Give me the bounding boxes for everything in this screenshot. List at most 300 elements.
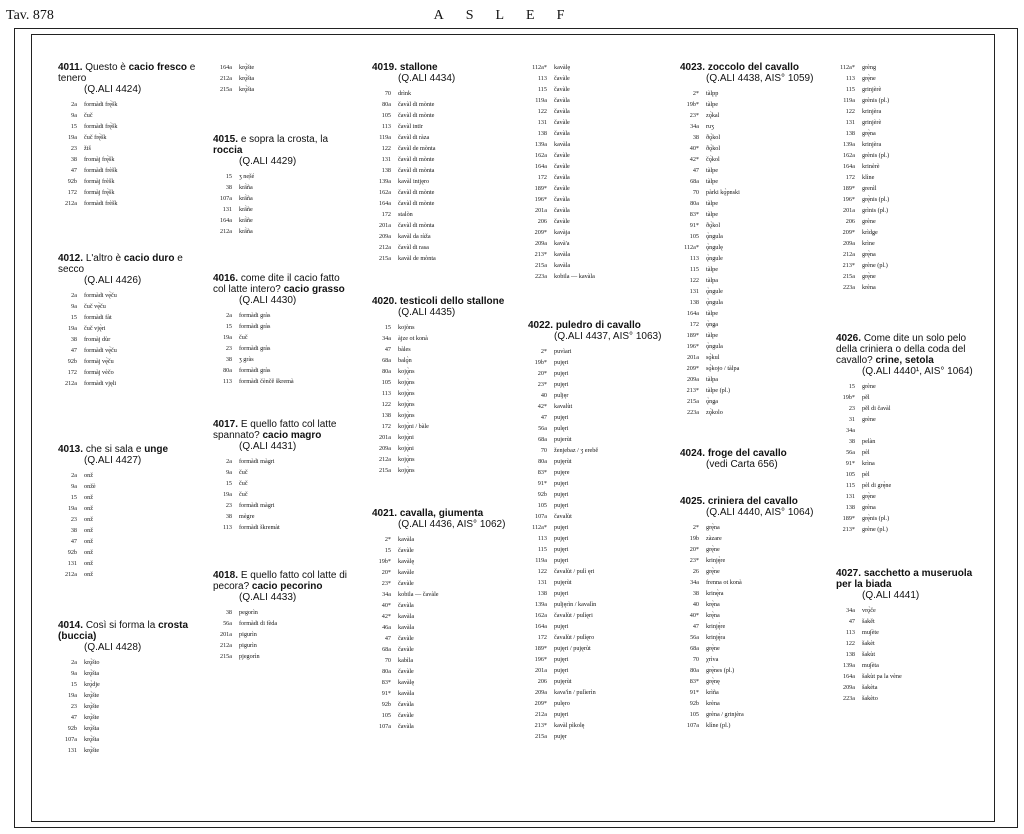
locality-code: 9a: [71, 483, 77, 490]
locality-code: 196*: [842, 196, 855, 203]
locality-code: 212a: [219, 228, 232, 235]
locality-code: 47: [692, 167, 699, 174]
dialect-form: čavàla: [554, 130, 570, 137]
dialect-row: [836, 480, 976, 491]
dialect-row: [836, 161, 976, 172]
locality-code: 131: [67, 560, 77, 567]
locality-code: 47: [70, 347, 77, 354]
locality-code: 56a: [690, 634, 699, 641]
locality-code: 47: [70, 538, 77, 545]
dialect-form: formàdi frèšk: [84, 200, 118, 207]
locality-code: 212a: [219, 75, 232, 82]
dialect-form: kojǫ̀ns: [398, 412, 415, 419]
locality-code: 212a: [378, 456, 391, 463]
locality-code: 215a: [219, 653, 232, 660]
dialect-row: [372, 688, 512, 699]
dialect-form: kojǫ̀ns: [398, 379, 415, 386]
locality-code: 162a: [534, 612, 547, 619]
entry-number: 4019.: [372, 62, 400, 73]
dialect-row: [836, 392, 976, 403]
dialect-row: [58, 290, 198, 301]
entry-reference: (Q.ALI 4428): [84, 642, 142, 653]
locality-code: 138: [537, 130, 547, 137]
entry-number: 4021.: [372, 508, 400, 519]
locality-code: 113: [381, 390, 391, 397]
entry-title: [372, 62, 512, 84]
locality-code: 139a: [378, 178, 391, 185]
dialect-row: [372, 589, 512, 600]
dialect-row: [528, 478, 668, 489]
dialect-form: krìdǥe: [862, 229, 878, 236]
dialect-form: drìnk: [398, 90, 412, 97]
dialect-form: grenìl: [862, 185, 877, 192]
entry-question: Così si forma la: [85, 620, 159, 631]
dialect-row: [372, 710, 512, 721]
locality-code: 40: [692, 601, 699, 608]
dialect-row: [528, 390, 668, 401]
locality-code: 213*: [842, 526, 855, 533]
dialect-form: kojòns: [398, 324, 415, 331]
locality-code: 42*: [689, 156, 699, 163]
dialect-row: [680, 99, 820, 110]
locality-code: 196*: [534, 656, 547, 663]
dialect-row: [680, 385, 820, 396]
locality-code: 20*: [381, 569, 391, 576]
dialect-form: čavàle: [554, 218, 570, 225]
locality-code: 172: [381, 423, 391, 430]
dialect-form: čavalùt / pulìęri: [554, 612, 593, 619]
dialect-row: [372, 355, 512, 366]
locality-code: 19a: [68, 692, 77, 699]
dialect-form: grènis (pl.): [862, 97, 890, 104]
dialect-row: [836, 172, 976, 183]
dialect-form: onž: [84, 571, 93, 578]
dialect-row: [372, 165, 512, 176]
dialect-row: [836, 414, 976, 425]
dialect-row: [836, 627, 976, 638]
locality-code: 40*: [689, 145, 699, 152]
dialect-form: formàdi gràs: [239, 345, 271, 352]
locality-code: 107a: [686, 722, 699, 729]
dialect-form: formàdi frę̀šk: [84, 123, 118, 130]
dialect-form: kavàla: [554, 251, 571, 258]
locality-code: 38: [225, 184, 232, 191]
entry-title: [680, 62, 820, 84]
locality-code: 138: [689, 299, 699, 306]
locality-code: 105: [537, 502, 547, 509]
dialect-row: [372, 421, 512, 432]
dialect-row: [680, 341, 820, 352]
locality-code: 83*: [689, 211, 699, 218]
dialect-row: [372, 410, 512, 421]
dialect-row: [528, 183, 668, 194]
locality-code: 138: [381, 412, 391, 419]
dialect-row: [836, 62, 976, 73]
dialect-row: [58, 657, 198, 668]
dialect-form: kavàja: [554, 229, 571, 236]
dialect-form: šakùt: [862, 651, 876, 658]
dialect-row: [680, 286, 820, 297]
dialect-form: krā̀ña: [239, 184, 253, 191]
locality-code: 131: [222, 206, 232, 213]
dialect-row: [372, 699, 512, 710]
dialect-form: ðǫ̀kol: [706, 222, 721, 229]
dialect-row: [372, 454, 512, 465]
locality-code: 107a: [219, 195, 232, 202]
locality-code: 131: [537, 119, 547, 126]
dialect-row: [372, 600, 512, 611]
dialect-row: [372, 655, 512, 666]
dialect-row: [372, 132, 512, 143]
entry-reference: (Q.ALI 4440, AIS° 1064): [706, 507, 814, 518]
locality-code: 122: [537, 108, 547, 115]
atlas-entry: [836, 333, 976, 535]
locality-code: 9a: [71, 112, 77, 119]
locality-code: 112a*: [840, 64, 855, 71]
dialect-form: onž: [84, 472, 93, 479]
entry-question: come dite il cacio fatto col latte intero?: [213, 273, 340, 295]
dialect-row: [680, 330, 820, 341]
locality-code: 215a: [219, 86, 232, 93]
dialect-form: čavàl di mònta: [398, 222, 435, 229]
locality-code: 189*: [686, 332, 699, 339]
dialect-row: [58, 723, 198, 734]
locality-code: 80a: [223, 367, 232, 374]
dialect-row: [528, 555, 668, 566]
locality-code: 47: [540, 414, 547, 421]
dialect-form: pujęri: [554, 667, 569, 674]
dialect-row: [528, 172, 668, 183]
locality-code: 56a: [538, 425, 547, 432]
locality-code: 105: [381, 112, 391, 119]
locality-code: 15: [384, 547, 391, 554]
locality-code: 23: [70, 516, 77, 523]
dialect-form: žiš: [84, 145, 91, 152]
locality-code: 164a: [534, 163, 547, 170]
locality-code: 2a: [226, 312, 232, 319]
locality-code: 31: [848, 416, 855, 423]
dialect-row: [213, 365, 353, 376]
dialect-form: grèng: [862, 64, 877, 71]
locality-code: 201a: [534, 207, 547, 214]
locality-code: 107a: [378, 723, 391, 730]
dialect-row: [680, 396, 820, 407]
locality-code: 138: [381, 167, 391, 174]
entry-reference: (Q.ALI 4436, AIS° 1062): [398, 519, 506, 530]
dialect-form: formàdi vę̀ču: [84, 292, 117, 299]
locality-code: 80a: [690, 667, 699, 674]
dialect-form: grę̀ne: [706, 546, 720, 553]
dialect-row: [528, 522, 668, 533]
dialect-form: grène (pl.): [862, 262, 888, 269]
dialect-form: pujęri: [554, 656, 569, 663]
dialect-row: [528, 544, 668, 555]
locality-code: 34a: [846, 607, 855, 614]
atlas-entry: [213, 419, 353, 533]
dialect-row: [528, 643, 668, 654]
dialect-row: [58, 99, 198, 110]
locality-code: 215a: [378, 467, 391, 474]
dialect-form: pujęri / pujęrùt: [554, 645, 591, 652]
entry-number: 4015.: [213, 134, 241, 145]
atlas-entry: [213, 134, 353, 237]
dialect-form: pujerùt: [554, 436, 572, 443]
dialect-form: čavàl di mònte: [398, 189, 435, 196]
dialect-form: kavàl da ràža: [398, 233, 431, 240]
dialect-row: [528, 271, 668, 282]
dialect-row: [528, 500, 668, 511]
dialect-form: grènis (pl.): [862, 152, 890, 159]
dialect-row: [836, 150, 976, 161]
dialect-row: [528, 227, 668, 238]
dialect-row: [528, 489, 668, 500]
dialect-row: [528, 62, 668, 73]
dialect-row: [372, 721, 512, 732]
dialect-row: [680, 544, 820, 555]
locality-code: 189*: [842, 515, 855, 522]
atlas-entry: [680, 62, 820, 418]
locality-code: 209*: [842, 229, 855, 236]
dialect-form: mègre: [239, 513, 255, 520]
dialect-row: [836, 271, 976, 282]
locality-code: 172: [689, 321, 699, 328]
locality-code: 209*: [534, 229, 547, 236]
dialect-row: [680, 363, 820, 374]
locality-code: 162a: [378, 189, 391, 196]
dialect-row: [680, 632, 820, 643]
dialect-row: [680, 209, 820, 220]
dialect-row: [528, 128, 668, 139]
dialect-row: [372, 209, 512, 220]
dialect-row: [680, 198, 820, 209]
dialect-form: grinjèrè: [862, 119, 882, 126]
dialect-row: [836, 205, 976, 216]
dialect-row: [213, 182, 353, 193]
dialect-row: [680, 308, 820, 319]
locality-code: 20*: [537, 370, 547, 377]
atlas-entry: [58, 62, 198, 209]
locality-code: 70: [540, 447, 547, 454]
locality-code: 92b: [67, 358, 77, 365]
dialect-row: [836, 436, 976, 447]
dialect-row: [680, 610, 820, 621]
locality-code: 223a: [534, 273, 547, 280]
dialect-row: [528, 346, 668, 357]
atlas-entry: [213, 570, 353, 662]
locality-code: 122: [689, 277, 699, 284]
dialect-form: čavàl di mònte: [398, 112, 435, 119]
locality-code: 119a: [535, 557, 547, 564]
dialect-form: krǫ̀šta: [84, 725, 100, 732]
dialect-row: [213, 226, 353, 237]
dialect-form: tàlpe: [706, 266, 719, 273]
locality-code: 34a: [382, 591, 391, 598]
dialect-form: krę̀na: [706, 612, 720, 619]
dialect-form: grę̀na: [862, 251, 876, 258]
dialect-row: [58, 154, 198, 165]
dialect-row: [58, 301, 198, 312]
dialect-row: [528, 456, 668, 467]
dialect-row: [680, 599, 820, 610]
dialect-form: formàdi màgri: [239, 458, 275, 465]
locality-code: 91*: [537, 480, 547, 487]
dialect-row: [680, 154, 820, 165]
locality-code: 19a: [223, 334, 232, 341]
atlas-entry: [372, 296, 512, 476]
dialect-form: formàj frèšk: [84, 178, 115, 185]
column-3: [372, 62, 512, 732]
dialect-form: bàles: [398, 346, 411, 353]
dialect-form: krǫ̀šte: [84, 714, 100, 721]
dialect-form: krǫ̀šta: [84, 736, 100, 743]
locality-code: 212a: [64, 571, 77, 578]
locality-code: 172: [537, 634, 547, 641]
dialect-row: [372, 231, 512, 242]
dialect-row: [213, 640, 353, 651]
locality-code: 68a: [538, 436, 547, 443]
entry-title: [680, 496, 820, 518]
dialect-row: [372, 333, 512, 344]
dialect-form: kavàl pìkolę: [554, 722, 585, 729]
dialect-row: [372, 377, 512, 388]
locality-code: 40*: [689, 612, 699, 619]
dialect-form: ǫ̀nǥa: [706, 398, 719, 405]
dialect-form: pujęri: [554, 491, 569, 498]
locality-code: 138: [845, 651, 855, 658]
dialect-form: ǫ̀nǥa: [706, 321, 719, 328]
dialect-row: [58, 176, 198, 187]
locality-code: 19a: [68, 134, 77, 141]
dialect-form: pelàn: [862, 438, 876, 445]
dialect-form: tàlpe: [706, 211, 719, 218]
locality-code: 80a: [538, 458, 547, 465]
dialect-form: čavàle: [554, 163, 570, 170]
entry-keyword: puledro di cavallo: [555, 320, 641, 331]
dialect-form: onž: [84, 549, 93, 556]
dialect-form: pigurìn: [239, 642, 257, 649]
dialect-form: čuč vę̀ču: [84, 303, 106, 310]
dialect-form: kojǫ̀ni: [398, 434, 414, 441]
entry-number: 4014.: [58, 620, 86, 631]
dialect-form: grę̀ne: [862, 75, 876, 82]
entry-keyword: cacio fresco: [128, 62, 187, 73]
dialect-form: pujęr: [554, 733, 567, 740]
dialect-row: [58, 514, 198, 525]
dialect-row: [836, 638, 976, 649]
locality-code: 38: [70, 336, 77, 343]
dialect-form: sǫ̀kojo / tàlpa: [706, 365, 740, 372]
dialect-form: tàlpe (pl.): [706, 387, 731, 394]
dialect-row: [680, 709, 820, 720]
locality-code: 105: [689, 711, 699, 718]
entry-title: [372, 508, 512, 530]
dialect-row: [680, 522, 820, 533]
dialect-row: [213, 310, 353, 321]
dialect-row: [680, 720, 820, 731]
dialect-row: [372, 220, 512, 231]
locality-code: 212a: [64, 380, 77, 387]
entry-number: 4013.: [58, 444, 86, 455]
atlas-entry: [528, 62, 668, 282]
locality-code: 47: [384, 635, 391, 642]
dialect-row: [528, 368, 668, 379]
dialect-row: [213, 618, 353, 629]
dialect-form: pujęri: [554, 480, 569, 487]
dialect-form: ǫ̀ngulę: [706, 244, 723, 251]
dialect-row: [836, 139, 976, 150]
locality-code: 2*: [692, 90, 699, 97]
dialect-row: [680, 165, 820, 176]
dialect-row: [213, 522, 353, 533]
dialect-form: onž: [84, 560, 93, 567]
entry-keyword: crine, setola: [875, 355, 934, 366]
dialect-form: tàlpe: [706, 310, 719, 317]
locality-code: 70: [692, 189, 699, 196]
dialect-row: [213, 489, 353, 500]
dialect-row: [58, 198, 198, 209]
locality-code: 80a: [382, 368, 391, 375]
dialect-row: [528, 676, 668, 687]
dialect-row: [680, 264, 820, 275]
dialect-row: [213, 171, 353, 182]
entry-title: [58, 444, 198, 466]
dialect-form: grę̀nis (pl.): [862, 196, 890, 203]
dialect-row: [528, 379, 668, 390]
dialect-form: kavàlę: [554, 64, 571, 71]
dialect-row: [213, 343, 353, 354]
locality-code: 42*: [537, 403, 547, 410]
dialect-form: čavàle: [554, 75, 570, 82]
locality-code: 215a: [378, 255, 391, 262]
locality-code: 20*: [689, 546, 699, 553]
dialect-row: [528, 511, 668, 522]
dialect-row: [680, 407, 820, 418]
locality-code: 209a: [842, 240, 855, 247]
locality-code: 47: [692, 623, 699, 630]
locality-code: 83*: [537, 469, 547, 476]
dialect-row: [372, 366, 512, 377]
dialect-form: čavàla: [554, 207, 570, 214]
locality-code: 223a: [842, 284, 855, 291]
locality-code: 201a: [686, 354, 699, 361]
locality-code: 46a: [382, 624, 391, 631]
locality-code: 23*: [689, 112, 699, 119]
entry-question: Come dite un solo pelo della criniera o della coda del cavallo?: [836, 333, 967, 366]
locality-code: 122: [845, 108, 855, 115]
dialect-row: [836, 84, 976, 95]
dialect-form: formàdi gràs: [239, 323, 271, 330]
dialect-form: krǫ̀šte: [84, 747, 100, 754]
locality-code: 209*: [534, 700, 547, 707]
dialect-row: [372, 578, 512, 589]
column-1: [58, 62, 198, 756]
dialect-form: grinjèrè: [862, 86, 882, 93]
locality-code: 209a: [686, 376, 699, 383]
dialect-row: [680, 654, 820, 665]
dialect-row: [528, 599, 668, 610]
dialect-row: [372, 253, 512, 264]
locality-code: 2a: [226, 458, 232, 465]
locality-code: 2a: [71, 292, 77, 299]
dialect-form: čavàl intīr: [398, 123, 423, 130]
dialect-form: krinę̀ra: [706, 590, 724, 597]
dialect-row: [836, 649, 976, 660]
dialect-form: fromàj dùr: [84, 336, 111, 343]
locality-code: 47: [70, 167, 77, 174]
dialect-row: [372, 198, 512, 209]
dialect-form: čavàle: [398, 580, 414, 587]
locality-code: 206: [537, 678, 547, 685]
